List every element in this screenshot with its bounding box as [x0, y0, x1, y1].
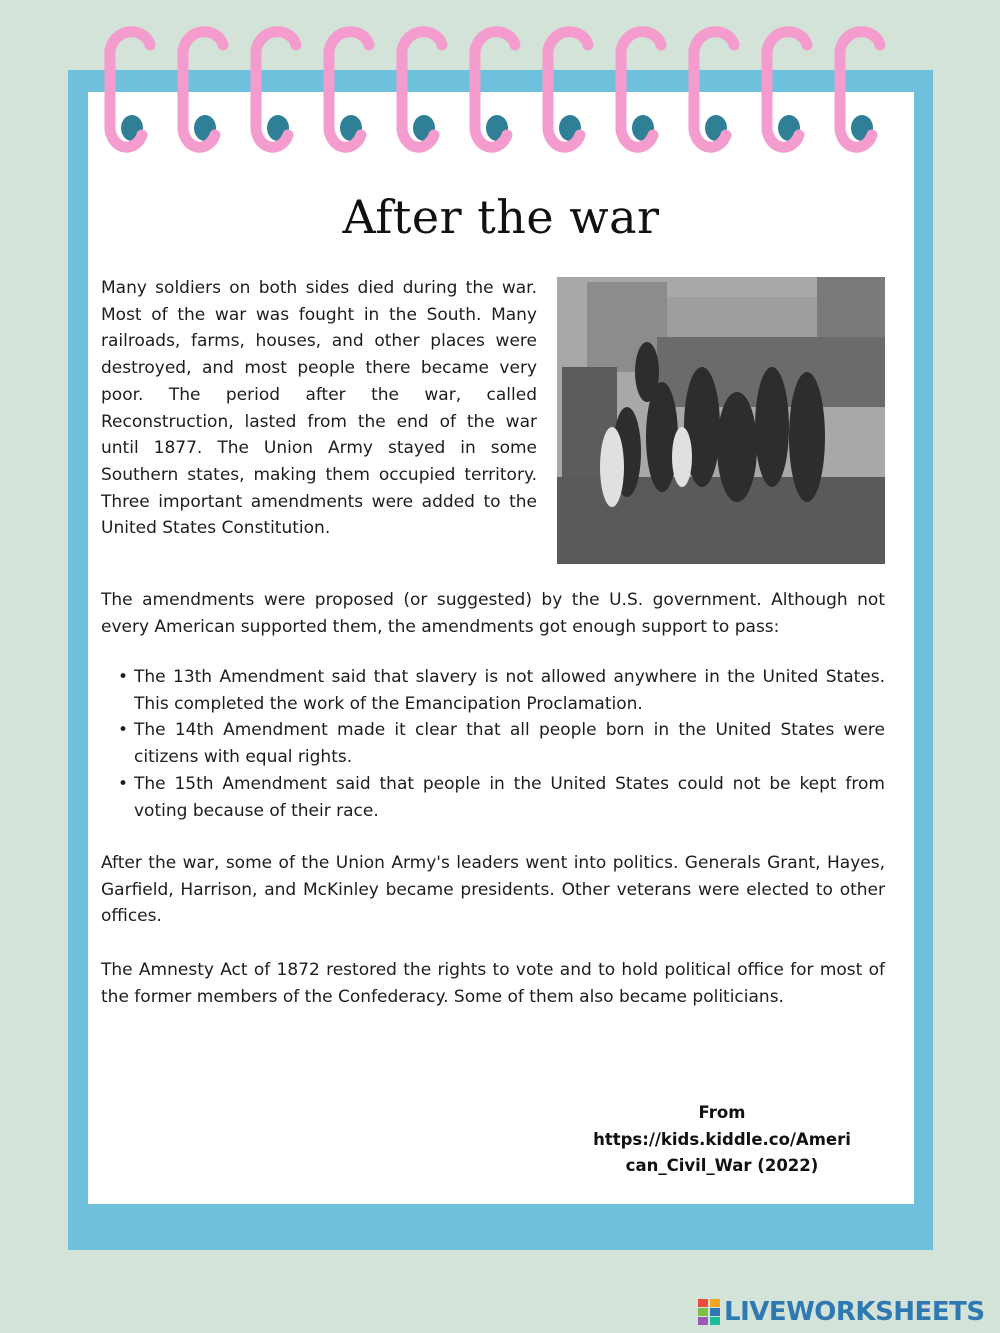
politics-paragraph: After the war, some of the Union Army's leaders went into politics. Generals Grant, Hayes, Garfield, Harrison, and McKinley became presidents. Other veterans were elected to other offices.: [101, 853, 885, 927]
list-item: • The 14th Amendment made it clear that all people born in the United States were citizens with equal rights.: [101, 717, 885, 770]
intro-paragraph: Many soldiers on both sides died during the war. Most of the war was fought in the South. Many railroads, farms, houses, and other places were destroyed, and most people there became very poor. The period after the war, called Reconstruction, lasted from the end of the war until 1877. The Union Army stayed in some Southern states, making them occupied territory. Three important amendments were added to the United States Constitution.: [101, 278, 537, 539]
list-item: • The 15th Amendment said that people in the United States could not be kept from voting because of their race.: [101, 771, 885, 824]
source-line: can_Civil_War (2022): [625, 1156, 819, 1175]
historical-photo: [557, 277, 885, 564]
amendments-list: [101, 664, 885, 824]
source-line: From: [698, 1103, 746, 1122]
page-title: After the war: [342, 190, 660, 244]
amnesty-paragraph: The Amnesty Act of 1872 restored the rights to vote and to hold political office for most of the former members of the Confederacy. Some of them also became politicians.: [101, 960, 885, 1007]
source-citation: [572, 1100, 872, 1180]
amendments-intro-paragraph: The amendments were proposed (or suggested) by the U.S. government. Although not every American supported them, the amendments got enough support to pass:: [101, 590, 885, 637]
liveworksheets-logo[interactable]: [698, 1296, 985, 1328]
logo-text: LIVEWORKSHEETS: [724, 1297, 985, 1327]
source-link[interactable]: https://kids.kiddle.co/Ameri: [593, 1129, 851, 1149]
notebook-page: [88, 92, 914, 1204]
spiral-binding-icon: [0, 0, 1000, 170]
liveworksheets-mark-icon: [698, 1299, 720, 1325]
list-item: • The 13th Amendment said that slavery is not allowed anywhere in the United States. This completed the work of the Emancipation Proclamation.: [101, 664, 885, 717]
